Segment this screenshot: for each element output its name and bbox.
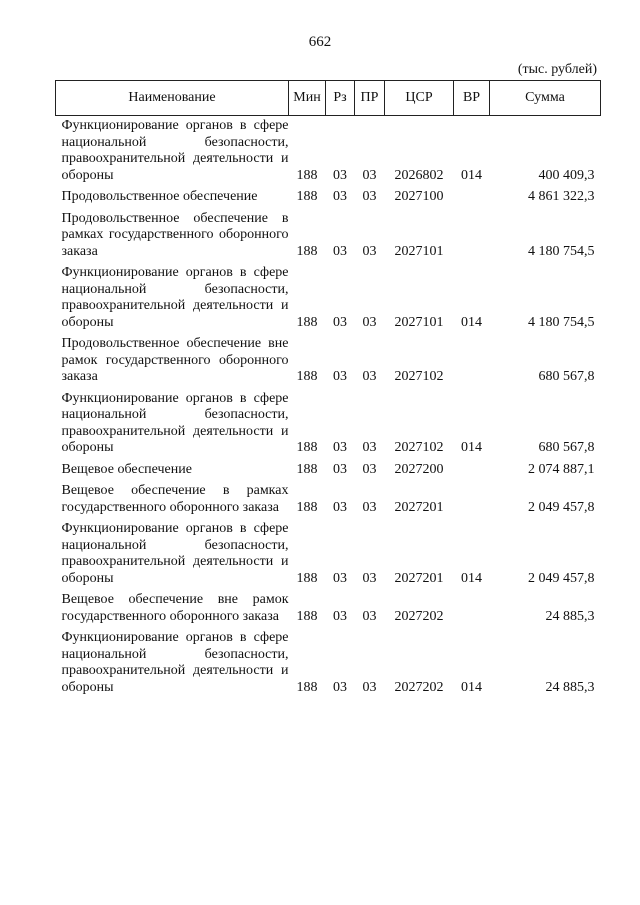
row-csr: 2027202 [394, 608, 444, 624]
row-vr: 014 [461, 314, 482, 330]
row-name: Продовольственное обеспечение вне рамок государственного оборонного заказа [61, 336, 289, 384]
header-min: Мин [289, 81, 326, 116]
row-rz: 03 [333, 461, 347, 477]
row-vr [454, 334, 490, 389]
row-rz: 03 [333, 608, 347, 624]
header-csr: ЦСР [385, 81, 454, 116]
budget-table [55, 80, 601, 699]
row-name: Вещевое обеспечение в рамках государственного оборонного заказа [61, 483, 289, 515]
row-pr: 03 [362, 167, 377, 183]
row-min: 188 [296, 189, 318, 204]
row-sum: 680 567,8 [538, 369, 595, 384]
row-sum: 2 074 887,1 [528, 461, 595, 477]
row-sum: 24 885,3 [545, 679, 595, 695]
row-sum: 4 861 322,3 [528, 189, 595, 204]
units-label: (тыс. рублей) [517, 62, 597, 77]
row-name: Функционирование органов в сфере национальной безопасности, правоохранительной деятельности и обороны [61, 521, 289, 586]
row-pr: 03 [362, 570, 377, 586]
table-row [56, 481, 601, 519]
row-sum: 680 567,8 [538, 440, 595, 455]
row-vr [454, 460, 490, 482]
row-vr: 014 [461, 440, 482, 455]
table-row [56, 628, 601, 699]
table-row [56, 334, 601, 389]
row-csr: 2027101 [394, 314, 444, 330]
row-min: 188 [296, 608, 318, 624]
row-min: 188 [296, 369, 318, 384]
row-pr: 03 [362, 461, 377, 477]
row-min: 188 [296, 461, 318, 477]
row-name: Вещевое обеспечение вне рамок государственного оборонного заказа [61, 592, 289, 624]
row-sum: 4 180 754,5 [528, 243, 595, 259]
table-row [56, 116, 601, 188]
row-csr: 2027100 [394, 189, 444, 204]
row-rz: 03 [333, 440, 347, 455]
row-csr: 2027101 [394, 243, 444, 259]
row-sum: 400 409,3 [538, 167, 595, 183]
row-min: 188 [296, 314, 318, 330]
row-rz: 03 [333, 314, 347, 330]
row-name: Функционирование органов в сфере национальной безопасности, правоохранительной деятельности и обороны [61, 118, 289, 183]
row-sum: 2 049 457,8 [528, 499, 595, 515]
table-row [56, 209, 601, 264]
row-pr: 03 [362, 369, 377, 384]
row-min: 188 [296, 679, 318, 695]
row-rz: 03 [333, 679, 347, 695]
row-min: 188 [296, 570, 318, 586]
row-csr: 2027102 [394, 440, 444, 455]
row-min: 188 [296, 440, 318, 455]
row-csr: 2026802 [394, 167, 444, 183]
row-csr: 2027201 [394, 570, 444, 586]
table-row [56, 460, 601, 482]
row-min: 188 [296, 243, 318, 259]
table-row [56, 187, 601, 209]
row-vr [454, 590, 490, 628]
row-csr: 2027200 [394, 461, 444, 477]
row-min: 188 [296, 167, 318, 183]
table-row [56, 590, 601, 628]
row-rz: 03 [333, 570, 347, 586]
page-number: 662 [308, 34, 332, 50]
row-vr [454, 481, 490, 519]
row-sum: 24 885,3 [545, 608, 595, 624]
row-name: Функционирование органов в сфере национальной безопасности, правоохранительной деятельности и обороны [61, 265, 289, 330]
table-body [56, 116, 601, 700]
row-rz: 03 [333, 189, 347, 204]
row-vr: 014 [461, 167, 482, 183]
row-csr: 2027201 [394, 499, 444, 515]
table-header-row [56, 81, 601, 116]
header-vr: ВР [454, 81, 490, 116]
row-pr: 03 [362, 189, 377, 204]
row-pr: 03 [362, 499, 377, 515]
row-name: Функционирование органов в сфере национальной безопасности, правоохранительной деятельности и обороны [61, 390, 289, 455]
row-pr: 03 [362, 314, 377, 330]
row-pr: 03 [362, 243, 377, 259]
row-vr [454, 209, 490, 264]
row-min: 188 [296, 499, 318, 515]
row-name: Продовольственное обеспечение [61, 189, 258, 204]
row-name: Продовольственное обеспечение в рамках государственного оборонного заказа [61, 210, 289, 259]
row-vr: 014 [461, 679, 482, 695]
row-rz: 03 [333, 243, 347, 259]
row-sum: 4 180 754,5 [528, 314, 595, 330]
row-pr: 03 [362, 608, 377, 624]
row-pr: 03 [362, 440, 377, 455]
header-rz: Рз [326, 81, 355, 116]
row-vr: 014 [461, 570, 482, 586]
row-csr: 2027102 [394, 369, 444, 384]
header-name: Наименование [56, 81, 289, 116]
row-sum: 2 049 457,8 [528, 570, 595, 586]
row-vr [454, 187, 490, 209]
row-name: Вещевое обеспечение [61, 461, 192, 477]
row-pr: 03 [362, 679, 377, 695]
row-rz: 03 [333, 369, 347, 384]
row-rz: 03 [333, 167, 347, 183]
table-row [56, 263, 601, 334]
row-rz: 03 [333, 499, 347, 515]
table-row [56, 389, 601, 460]
row-csr: 2027202 [394, 679, 444, 695]
table-row [56, 519, 601, 590]
header-pr: ПР [355, 81, 385, 116]
row-name: Функционирование органов в сфере национальной безопасности, правоохранительной деятельности и обороны [61, 630, 289, 695]
header-sum: Сумма [490, 81, 601, 116]
